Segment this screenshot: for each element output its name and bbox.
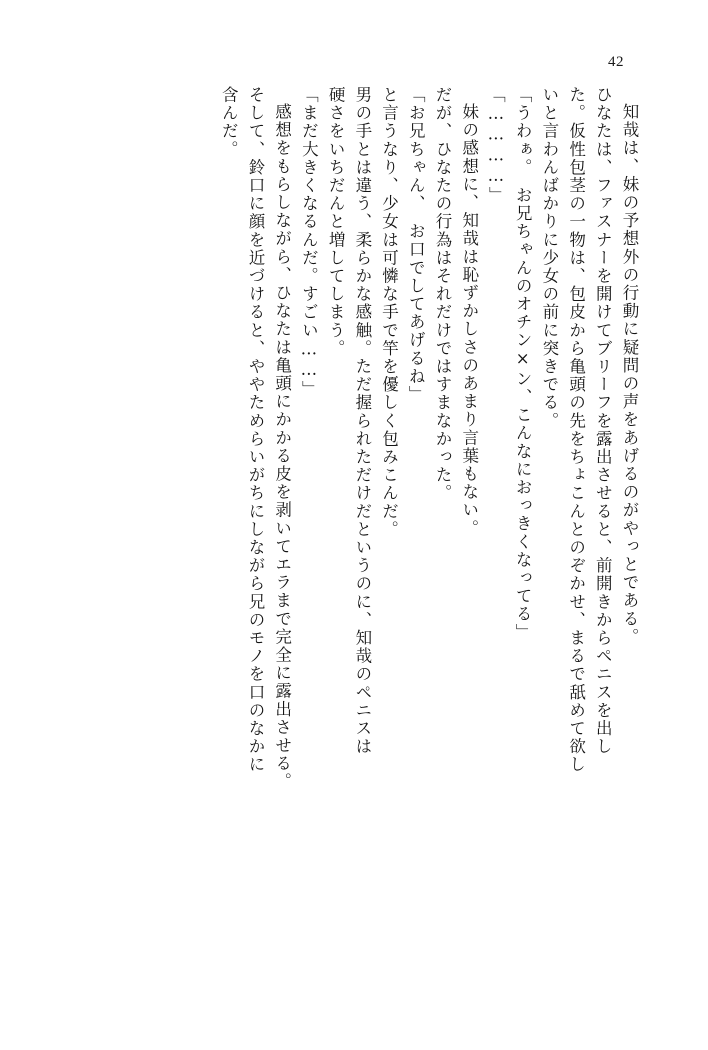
text-column: いと言わんばかりに少女の前に突きでる。	[539, 86, 559, 430]
text-column: 妹の感想に、知哉は恥ずかしさのあまり言葉もない。	[459, 103, 479, 538]
text-column: 「うわぁ。 お兄ちゃんのオチン×ン、こんなにおっきくなってる」	[513, 86, 533, 642]
text-column: た。仮性包茎の一物は、包皮から亀頭の先をちょこんとのぞかせ、まるで舐めて欲し	[566, 86, 586, 774]
text-column: 「まだ大きくなるんだ。すごい……」	[299, 86, 319, 399]
text-column: と言うなり、少女は可憐な手で竿を優しく包みこんだ。	[379, 86, 399, 539]
vertical-text-body	[66, 86, 642, 986]
text-column: 「お兄ちゃん、 お口でしてあげるね」	[406, 86, 426, 404]
text-column: 知哉は、妹の予想外の行動に疑問の声をあげるのがやっとである。	[620, 103, 639, 646]
text-column: そして、鈴口に顔を近づけると、ややためらいがちにしながら兄のモノを口のなかに	[245, 86, 265, 774]
text-column: 含んだ。	[219, 86, 239, 159]
text-column: 硬さをいちだんと増してしまう。	[326, 86, 346, 358]
text-column: だが、ひなたの行為はそれだけではすまなかった。	[432, 86, 452, 503]
text-column: 感想をもらしながら、ひなたは亀頭にかかる皮を剥いてエラまで完全に露出させる。	[272, 103, 292, 791]
page-number: 42	[608, 54, 624, 70]
text-column: 「…………」	[486, 86, 506, 205]
text-column: ひなたは、ファスナーを開けてブリーフを露出させると、前開きからペニスを出し	[593, 86, 613, 756]
text-column: 男の手とは違う、柔らかな感触。ただ握られただけだというのに、知哉のペニスは	[352, 86, 372, 756]
